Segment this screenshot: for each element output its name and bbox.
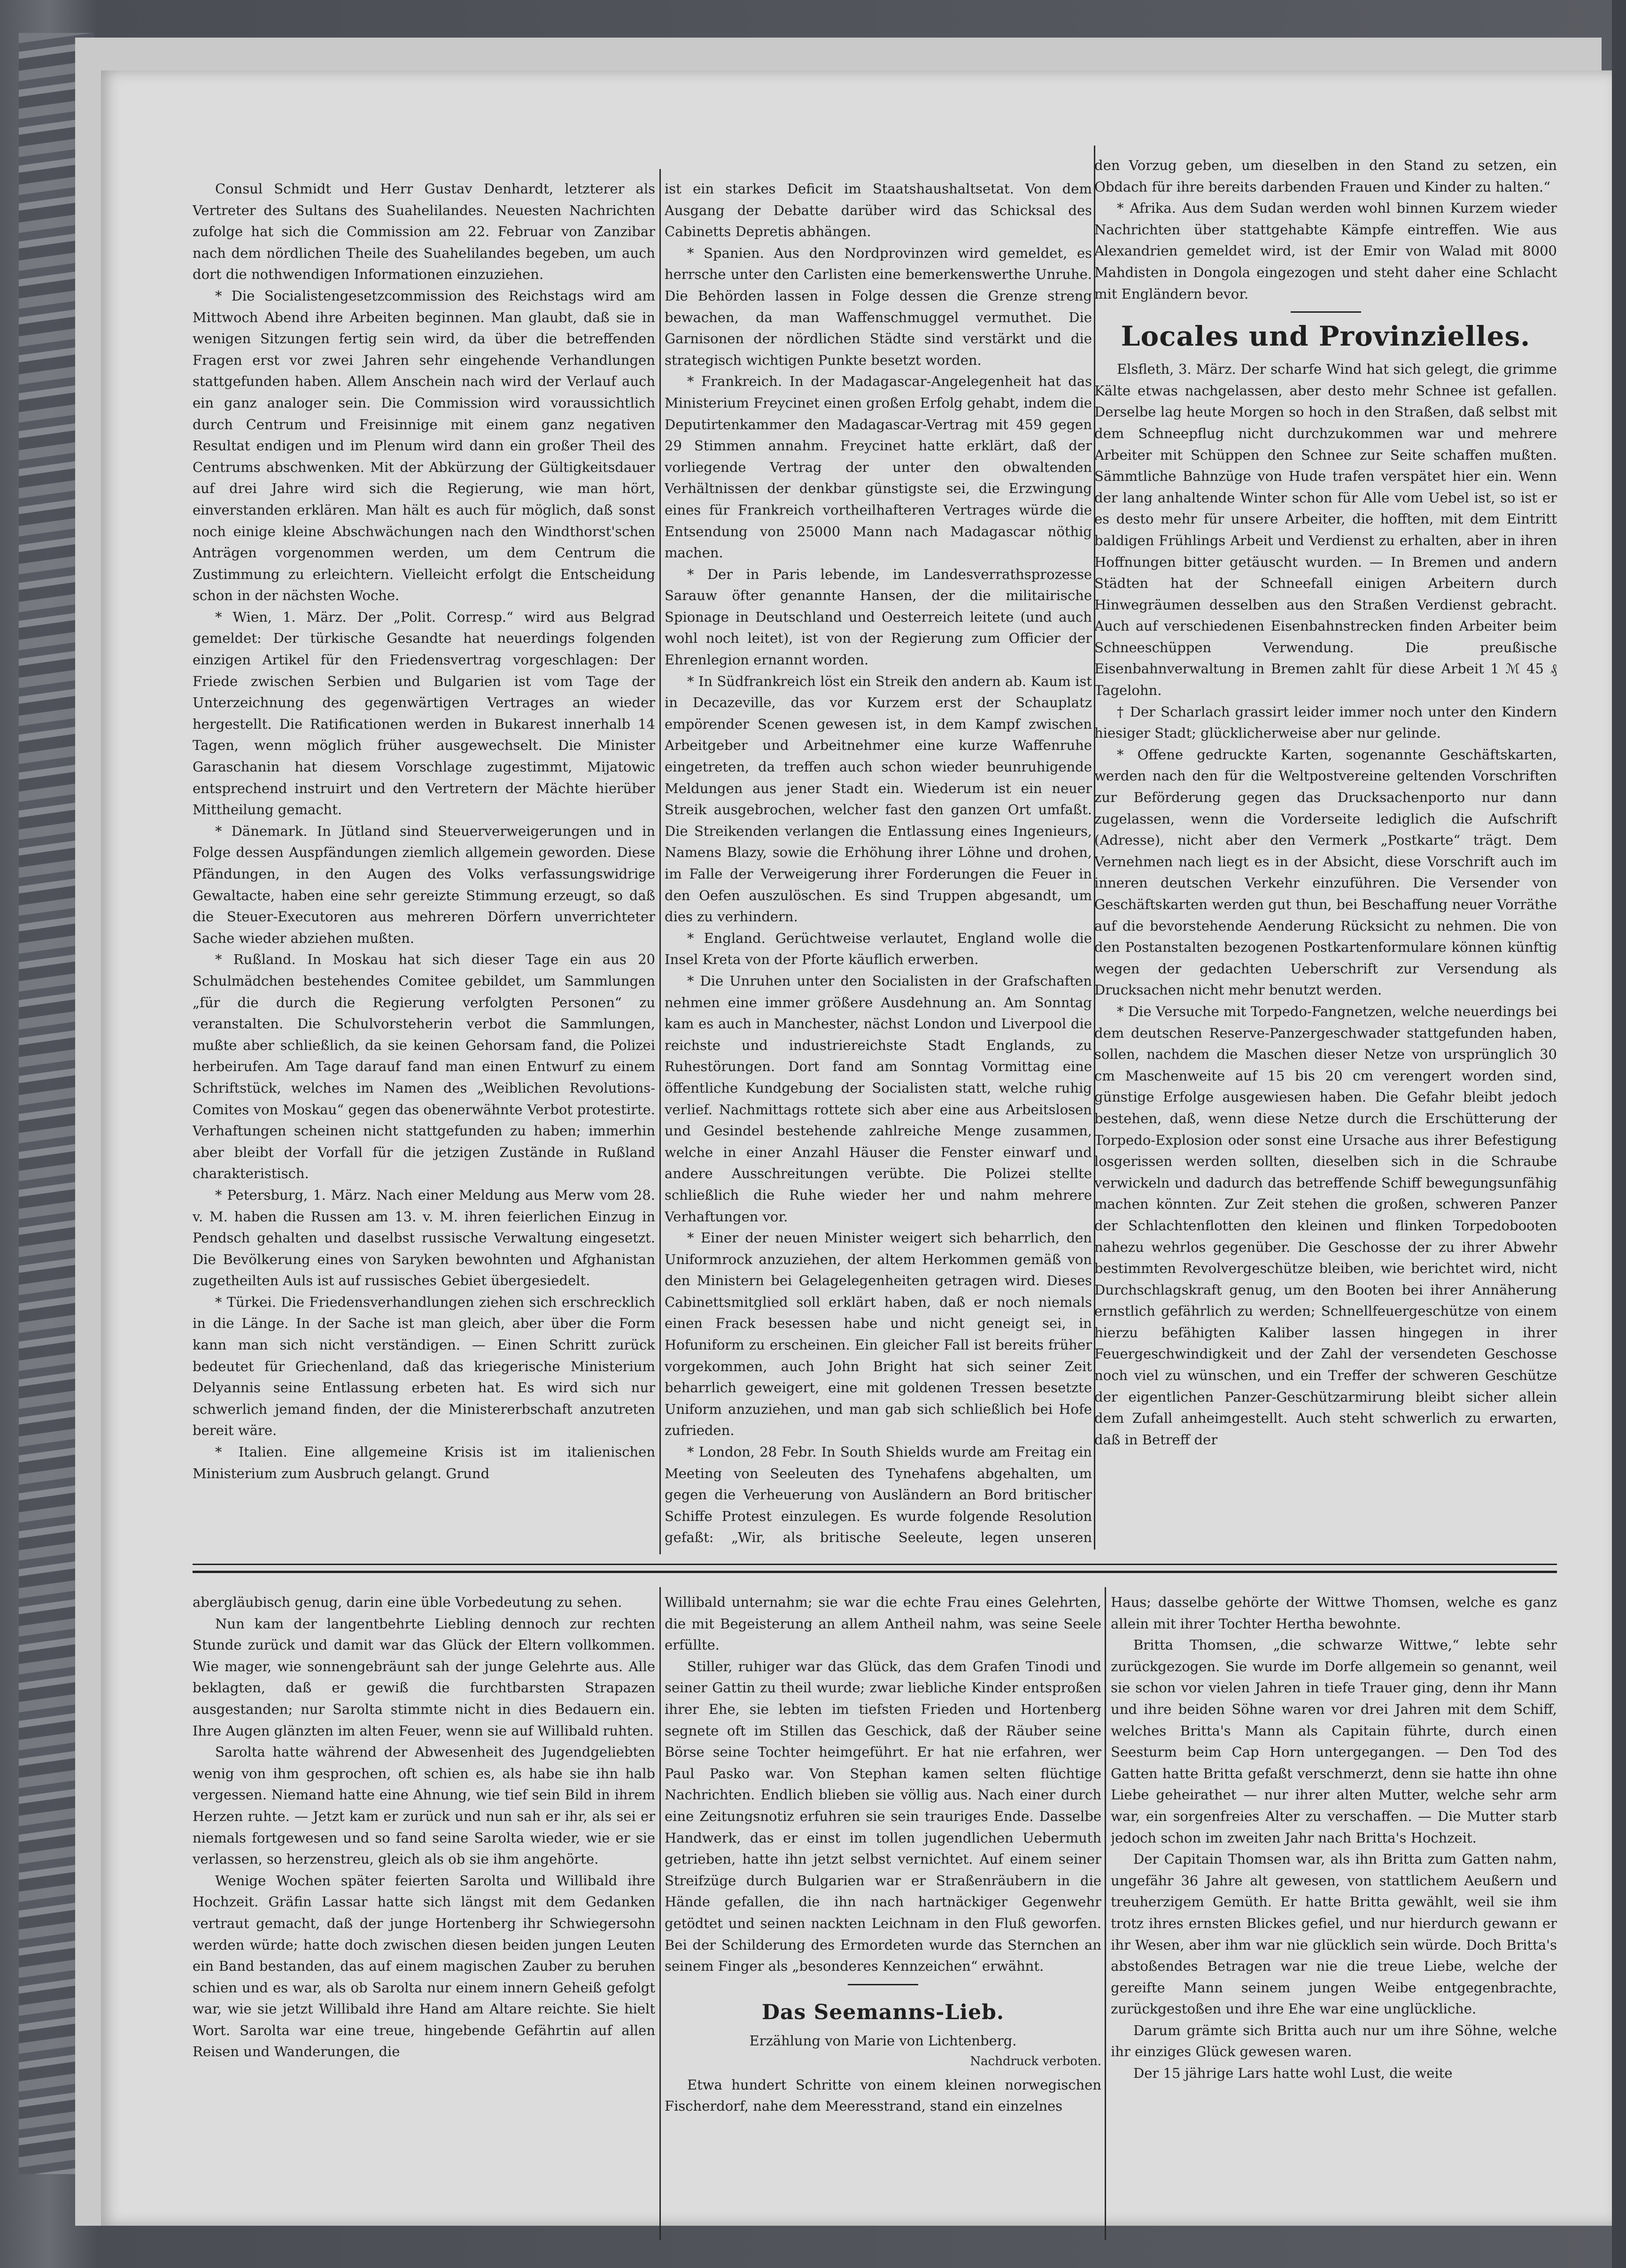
article-paragraph: * Italien. Eine allgemeine Krisis ist im italienischen Ministerium zum Ausbruch gelangt. Grund bbox=[193, 1444, 655, 1481]
article-paragraph: * Türkei. Die Friedensverhandlungen ziehen sich erschrecklich in die Länge. In der Sache ist man gleich, aber über die Form kann man sich nicht verständigen. — Einen Schritt zurück bedeutet für Griechenland, daß das kriegerische Ministerium Delyannis seine Entlassung erbeten hat. Es wird sich nur schwerlich jemand finden, der die Ministererbschaft anzutreten bereit wäre. bbox=[193, 1294, 655, 1439]
feuilleton-column-1 bbox=[193, 1592, 655, 2240]
article-paragraph: Wenige Wochen später feierten Sarolta und Willibald ihre Hochzeit. Gräfin Lassar hatte sich längst mit dem Gedanken vertraut gemacht, daß der junge Hortenberg ihr Schwiegersohn werden würde; hatte doch zwischen diesen beiden jungen Leuten ein Band bestanden, das auf einem magischen Zauber zu beruhen schien und es war, als ob Sarolta nur einem innern Geheiß gefolgt war, wie sie jetzt Willibald ihre Hand am Altare reichte. Sie hielt Wort. Sarolta war eine treue, hingebende Gefährtin auf allen Reisen und Wanderungen, die bbox=[193, 1872, 655, 2060]
article-paragraph: * Dänemark. In Jütland sind Steuerverweigerungen und in Folge dessen Auspfändungen ziemlich allgemein geworden. Diese Pfändungen, in den Augen des Volks verfassungswidrige Gewaltacte, haben eine sehr gereizte Stimmung erzeugt, so daß die Steuer-Executoren aus mehreren Dörfern unverrichteter Sache wieder abziehen mußten. bbox=[193, 823, 655, 946]
article-paragraph: * England. Gerüchtweise verlautet, England wolle die Insel Kreta von der Pforte käuflich erwerben. bbox=[665, 930, 1092, 968]
article-paragraph: * London, 28 Febr. In South Shields wurde am Freitag ein Meeting von Seeleuten des Tynehafens abgehalten, um gegen die Verheuerung von Ausländern an Bord britischer Schiffe Protest einzulegen. Es wurde folgende Resolution gefaßt: „Wir, als britische Seeleute, legen unseren bbox=[665, 1444, 1092, 1546]
article-paragraph: * Wien, 1. März. Der „Polit. Corresp.“ wird aus Belgrad gemeldet: Der türkische Gesandte hat neuerdings folgenden einzigen Artikel für den Friedensvertrag vorgeschlagen: Der Friede zwischen Serbien und Bulgarien ist vom Tage der Unterzeichnung des gegenwärtigen Vertrages an wieder hergestellt. Die Ratificationen werden in Bukarest innerhalb 14 Tagen, wenn möglich früher ausgewechselt. Die Minister Garaschanin hat diesem Vorschlage zugestimmt, Mijatowic entsprechend instruirt und den Vertretern der Mächte hierüber Mittheilung gemacht. bbox=[193, 609, 655, 818]
local-news-body bbox=[1094, 359, 1557, 1450]
feuilleton-column-2 bbox=[665, 1592, 1101, 2240]
article-paragraph: Elsfleth, 3. März. Der scharfe Wind hat sich gelegt, die grimme Kälte etwas nachgelassen, aber desto mehr Schnee ist gefallen. Derselbe lag heute Morgen so hoch in den Straßen, daß selbst mit dem Schneepflug nicht durchzukommen war und mehrere Arbeiter mit Schüppen den Schnee zur Seite schaffen mußten. Sämmtliche Bahnzüge von Hude trafen verspätet hier ein. Wenn der lang anhaltende Winter schon für Alle vom Uebel ist, so ist er es desto mehr für unsere Arbeiter, die hofften, mit dem Eintritt baldigen Frühlings Arbeit und Verdienst zu erhalten, aber in ihren Hoffnungen bitter getäuscht wurden. — In Bremen und andern Städten hat der Schneefall einigen Arbeitern durch Hinwegräumen desselben aus den Straßen Verdienst gebracht. Auch auf verschiedenen Eisenbahnstrecken finden Arbeiter beim Schneeschüppen Verwendung. Die preußische Eisenbahnverwaltung in Bremen zahlt für diese Arbeit 1 ℳ 45 ₰ Tagelohn. bbox=[1094, 361, 1557, 699]
article-paragraph: * Der in Paris lebende, im Landesverrathsprozesse Sarauw öfter genannte Hansen, der die militairische Spionage in Deutschland und Oesterreich leitete (und auch wohl noch leitet), ist von der Regierung zum Officier der Ehrenlegion ernannt worden. bbox=[665, 566, 1092, 668]
column-rule bbox=[1105, 1587, 1106, 2240]
article-paragraph: Darum grämte sich Britta auch nur um ihre Söhne, welche ihr einziges Glück gewesen waren. bbox=[1111, 2022, 1557, 2060]
article-paragraph: Nun kam der langentbehrte Liebling dennoch zur rechten Stunde zurück und damit war das Glück der Eltern vollkommen. Wie mager, wie sonnengebräunt sah der junge Gelehrte aus. Alle beklagten, daß er gewiß die furchtbarsten Strapazen ausgestanden; nur Sarolta stimmte nicht in dies Bedauern ein. Ihre Augen glänzten im alten Feuer, wenn sie auf Willibald ruhten. bbox=[193, 1615, 655, 1739]
article-paragraph: abergläubisch genug, darin eine üble Vorbedeutung zu sehen. bbox=[193, 1594, 622, 1610]
article-paragraph: * In Südfrankreich löst ein Streik den andern ab. Kaum ist in Decazeville, das vor Kurzem erst der Schauplatz empörender Scenen gewesen ist, in dem Kampf zwischen Arbeitgeber und Arbeitnehmer eine kurze Waffenruhe eingetreten, da treffen auch schon wieder beunruhigende Meldungen aus jener Stadt ein. Wiederum ist ein neuer Streik ausgebrochen, welcher fast den ganzen Ort umfaßt. Die Streikenden verlangen die Entlassung eines Ingenieurs, Namens Blazy, sowie die Erhöhung ihrer Löhne und drohen, im Falle der Verweigerung ihrer Forderungen die Feuer in den Oefen auszulöschen. Es sind Truppen abgesandt, um dies zu verhindern. bbox=[665, 673, 1092, 925]
article-paragraph: * Spanien. Aus den Nordprovinzen wird gemeldet, es herrsche unter den Carlisten eine bemerkenswerthe Unruhe. Die Behörden lassen in Folge dessen die Grenze streng bewachen, da man Waffenschmuggel vermuthet. Die Garnisonen der nördlichen Städte sind verstärkt und die strategisch wichtigen Punkte besetzt worden. bbox=[665, 245, 1092, 368]
story-title: Das Seemanns-Lieb. bbox=[761, 2000, 1005, 2024]
article-paragraph: Britta Thomsen, „die schwarze Wittwe,“ lebte sehr zurückgezogen. Sie wurde im Dorfe allgemein so genannt, weil sie schon vor vielen Jahren in tiefe Trauer ging, denn ihr Mann und ihre beiden Söhne waren vor drei Jahren mit dem Schiff, welches Britta's Mann als Capitain führte, durch einen Seesturm beim Cap Horn untergegangen. — Den Tod des Gatten hatte Britta gefaßt verschmerzt, denn sie hatte ihn ohne Liebe geheirathet — nur ihrer alten Mutter, welche sehr arm war, ein sorgenfreies Alter zu verschaffen. — Die Mutter starb jedoch schon im zweiten Jahr nach Britta's Hochzeit. bbox=[1111, 1637, 1557, 1846]
section-heading-local-news: Locales und Provinzielles. bbox=[1121, 320, 1531, 353]
article-paragraph: * Offene gedruckte Karten, sogenannte Geschäftskarten, werden nach den für die Weltpostvereine geltenden Vorschriften zur Beförderung gegen das Drucksachenporto nur dann zugelassen, wenn die Vorderseite lediglich die Aufschrift (Adresse), nicht aber den Vermerk „Postkarte“ trägt. Dem Vernehmen nach liegt es in der Absicht, diese Vorschrift auch im inneren deutschen Verkehr einzuführen. Die Versender von Geschäftskarten werden gut thun, bei Beschaffung neuer Vorräthe auf die bevorstehende Aenderung Rücksicht zu nehmen. Die von den Postanstalten bezogenen Postkartenformulare können künftig wegen der gedachten Ueberschrift zur Versendung als Drucksachen nicht mehr benutzt werden. bbox=[1094, 746, 1557, 998]
article-paragraph: † Der Scharlach grassirt leider immer noch unter den Kindern hiesiger Stadt; glücklicherweise aber nur gelinde. bbox=[1094, 703, 1557, 741]
article-paragraph: * Einer der neuen Minister weigert sich beharrlich, den Uniformrock anzuziehen, der altem Herkommen gemäß von den Ministern bei Gelagelegenheiten getragen wird. Dieses Cabinettsmitglied soll erklärt haben, daß er noch niemals einen Frack besessen habe und nicht geneigt sei, in Hofuniform zu erscheinen. Ein gleicher Fall ist bereits früher vorgekommen, auch John Bright hat sich seiner Zeit beharrlich geweigert, eine mit goldenen Tressen besetzte Uniform anzuziehen, und man gab sich schließlich bei Hofe zufrieden. bbox=[665, 1230, 1092, 1439]
article-paragraph: * Rußland. In Moskau hat sich dieser Tage ein aus 20 Schulmädchen bestehendes Comitee gebildet, um Sammlungen „für die durch die Regierung verfolgten Personen“ zu veranstalten. Die Schulvorsteherin verbot die Sammlungen, mußte aber schließlich, da sie keinen Gehorsam fand, die Polizei herbeirufen. Am Tage darauf fand man einen Entwurf zu einem Schriftstück, welches im Namen des „Weiblichen Revolutions-Comites von Moskau“ gegen das obenerwähnte Verbot protestirte. Verhaftungen scheinen nicht stattgefunden zu haben; immerhin aber bleibt der Vorfall für die jetzigen Zustände in Rußland charakteristisch. bbox=[193, 951, 655, 1182]
news-column-2 bbox=[665, 178, 1092, 1550]
article-paragraph: Haus; dasselbe gehörte der Wittwe Thomsen, welche es ganz allein mit ihrer Tochter Hertha bewohnte. bbox=[1111, 1594, 1557, 1632]
column-rule bbox=[659, 169, 661, 1554]
right-binding bbox=[1612, 0, 1626, 2268]
article-paragraph: ist ein starkes Deficit im Staatshaushaltsetat. Von dem Ausgang der Debatte darüber wird das Schicksal des Cabinetts Depretis abhängen. bbox=[665, 181, 1092, 240]
article-paragraph: * Afrika. Aus dem Sudan werden wohl binnen Kurzem wieder Nachrichten über stattgehabte Kämpfe eintreffen. Wie aus Alexandrien gemeldet wird, ist der Emir von Walad mit 8000 Mahdisten in Dongola eingezogen und steht daher eine Schlacht mit Engländern bevor. bbox=[1094, 200, 1557, 302]
article-paragraph: den Vorzug geben, um dieselben in den Stand zu setzen, ein Obdach für ihre bereits darbenden Frauen und Kinder zu halten.“ bbox=[1094, 157, 1557, 195]
article-paragraph: * Petersburg, 1. März. Nach einer Meldung aus Merw vom 28. v. M. haben die Russen am 13. v. M. ihren feierlichen Einzug in Pendsch gehalten und daselbst russische Verwaltung eingesetzt. Die Bevölkerung eines von Saryken bewohnten und Afghanistan zugetheilten Auls ist auf russisches Gebiet übergesiedelt. bbox=[193, 1187, 655, 1289]
article-paragraph: Sarolta hatte während der Abwesenheit des Jugendgeliebten wenig von ihm gesprochen, oft schien es, als habe sie ihn halb vergessen. Niemand hatte eine Ahnung, wie tief sein Bild in ihrem Herzen ruhte. — Jetzt kam er zurück und nun sah er ihr, als sei er niemals fortgewesen und so fand seine Sarolta wieder, wie er sie verlassen, so herzenstreu, gleich als ob sie ihm angehörte. bbox=[193, 1744, 655, 1867]
feuilleton-column-3 bbox=[1111, 1592, 1557, 2240]
section-rule bbox=[1291, 311, 1361, 313]
reprint-notice: Nachdruck verboten. bbox=[970, 2054, 1101, 2068]
story-opening bbox=[665, 2075, 1101, 2117]
article-paragraph: * Die Unruhen unter den Socialisten in der Grafschaften nehmen eine immer größere Ausdehnung an. Am Sonntag kam es auch in Manchester, nächst London und Liverpool die reichste und industriereichste Stadt Englands, zu Ruhestörungen. Dort fand am Sonntag Vormittag eine öffentliche Kundgebung der Socialisten statt, welche ruhig verlief. Nachmittags rottete sich aber eine aus Arbeitslosen und Gesindel bestehende zahlreiche Menge zusammen, welche in einer Anzahl Häuser die Fenster einwarf und andere Ausschreitungen verübte. Die Polizei stellte schließlich die Ruhe wieder her und nahm mehrere Verhaftungen vor. bbox=[665, 972, 1092, 1225]
article-paragraph: Willibald unternahm; sie war die echte Frau eines Gelehrten, die mit Begeisterung an allem Antheil nahm, was seine Seele erfüllte. bbox=[665, 1594, 1101, 1653]
news-column-3-intro bbox=[1094, 155, 1557, 305]
article-paragraph: * Die Socialistengesetzcommission des Reichstags wird am Mittwoch Abend ihre Arbeiten beginnen. Man glaubt, daß sie in wenigen Sitzungen fertig sein wird, da über die betreffenden Fragen erst vor zwei Jahren sehr eingehende Verhandlungen stattgefunden haben. Allem Anschein nach wird der Verlauf auch ein ganz analoger sein. Die Commission wird voraussichtlich durch Centrum und Freisinnige mit einem ganz negativen Resultat endigen und im Plenum wird dann ein großer Theil des Centrums abschwenken. Mit der Abkürzung der Gültigkeitsdauer auf drei Jahre wird sich die Regierung, wie man hört, einverstanden erklären. Man hält es auch für möglich, daß sonst noch einige kleine Abschwächungen nach den Windthorst'schen Anträgen vorgenommen werden, um dem Centrum die Zustimmung zu erleichtern. Vielleicht erfolgt die Entscheidung schon in der nächsten Woche. bbox=[193, 287, 655, 604]
news-column-3 bbox=[1094, 155, 1557, 1550]
article-paragraph: * Frankreich. In der Madagascar-Angelegenheit hat das Ministerium Freycinet einen großen Erfolg gehabt, indem die Deputirtenkammer den Madagascar-Vertrag mit 459 gegen 29 Stimmen annahm. Freycinet hatte erklärt, daß der vorliegende Vertrag der unter den obwaltenden Verhältnissen der denkbar günstigste sei, die Erzwingung eines für Frankreich vortheilhafteren Vertrages würde die Entsendung von 25000 Mann nach Madagascar nöthig machen. bbox=[665, 373, 1092, 561]
column-rule bbox=[659, 1587, 661, 2240]
news-column-1 bbox=[193, 178, 655, 1550]
article-paragraph: Etwa hundert Schritte von einem kleinen norwegischen Fischerdorf, nahe dem Meeresstrand, stand ein einzelnes bbox=[665, 2076, 1101, 2114]
article-paragraph: Stiller, ruhiger war das Glück, das dem Grafen Tinodi und seiner Gattin zu theil wurde; zwar liebliche Kinder entsproßen ihrer Ehe, sie lebten im tiefsten Frieden und Hortenberg segnete oft im Stillen das Geschick, daß der Räuber seine Börse seine Tochter heimgeführt. Er hat nie erfahren, wer Paul Pasko war. Von Stephan kamen selten flüchtige Nachrichten. Endlich blieben sie völlig aus. Nach einer durch eine Zeitungsnotiz erfuhren sie sein trauriges Ende. Dasselbe Handwerk, das er einst im tollen jugendlichen Uebermuth getrieben, hatte ihn jetzt selbst vernichtet. Auf einem seiner Streifzüge durch Bulgarien war er Straßenräubern in die Hände gefallen, die ihn nach hartnäckiger Gegenwehr getödtet und seinen nackten Leichnam in den Fluß geworfen. Bei der Schilderung des Ermordeten wurde das Sternchen an seinem Finger als „besonderes Kennzeichen“ erwähnt. bbox=[665, 1658, 1101, 1975]
article-paragraph: Consul Schmidt und Herr Gustav Denhardt, letzterer als Vertreter des Sultans des Suahelilandes. Neuesten Nachrichten zufolge hat sich die Commission am 22. Februar von Zanzibar nach dem nördlichen Theile des Suahelilandes begeben, um auch dort die nothwendigen Informationen einzuziehen. bbox=[193, 181, 655, 283]
feuilleton-separator-rule bbox=[193, 1564, 1557, 1573]
article-paragraph: Der Capitain Thomsen war, als ihn Britta zum Gatten nahm, ungefähr 36 Jahre alt gewesen, von stattlichem Aeußern und treuherzigem Gemüth. Er hatte Britta gewählt, weil sie ihm trotz ihres ernsten Blickes gefiel, und nur hierdurch gewann er ihr Wesen, aber ihm war nie glücklich sein würde. Doch Britta's abstoßendes Betragen war nie die treue Liebe, welche der gereifte Mann seinem jungen Weibe entgegenbrachte, zurückgestoßen und ihre Ehe war eine unglückliche. bbox=[1111, 1851, 1557, 2017]
article-paragraph: * Die Versuche mit Torpedo-Fangnetzen, welche neuerdings bei dem deutschen Reserve-Panzergeschwader stattgefunden haben, sollen, nachdem die Maschen dieser Netze von ursprünglich 30 cm Maschenweite auf 15 bis 20 cm verengert worden sind, günstige Erfolge ausgewiesen haben. Die Gefahr bleibt jedoch bestehen, daß, wenn diese Netze durch die Erschütterung der Torpedo-Explosion oder sonst eine Ursache aus ihrer Befestigung losgerissen werden sollten, dieselben sich in die Schraube verwickeln und dadurch das betreffende Schiff bewegungsunfähig machen könnten. Zur Zeit stehen die großen, schweren Panzer der Schlachtenflotten den kleinen und flinken Torpedobooten nahezu wehrlos gegenüber. Die Geschosse der zu ihrer Abwehr bestimmten Revolvergeschütze bleiben, wie berichtet wird, nicht Durchschlagskraft genug, um den Booten bei ihrer Annäherung ernstlich gefährlich zu werden; Schnellfeuergeschütze von einem hierzu befähigten Kaliber lassen hingegen in ihrer Feuergeschwindigkeit und der Zahl der versendeten Geschosse noch viel zu wünschen, und ein Treffer der schweren Geschütze der eigentlichen Panzer-Geschützarmirung bleibt sicher allein dem Zufall anheimgestellt. Auch steht schwerlich zu erwarten, daß in Betreff der bbox=[1094, 1003, 1557, 1448]
article-paragraph: Der 15 jährige Lars hatte wohl Lust, die weite bbox=[1133, 2065, 1453, 2082]
feuilleton-column-2-text bbox=[665, 1592, 1101, 1977]
story-separator-rule bbox=[848, 1984, 918, 1985]
story-author: Erzählung von Marie von Lichtenberg. bbox=[749, 2032, 1017, 2049]
